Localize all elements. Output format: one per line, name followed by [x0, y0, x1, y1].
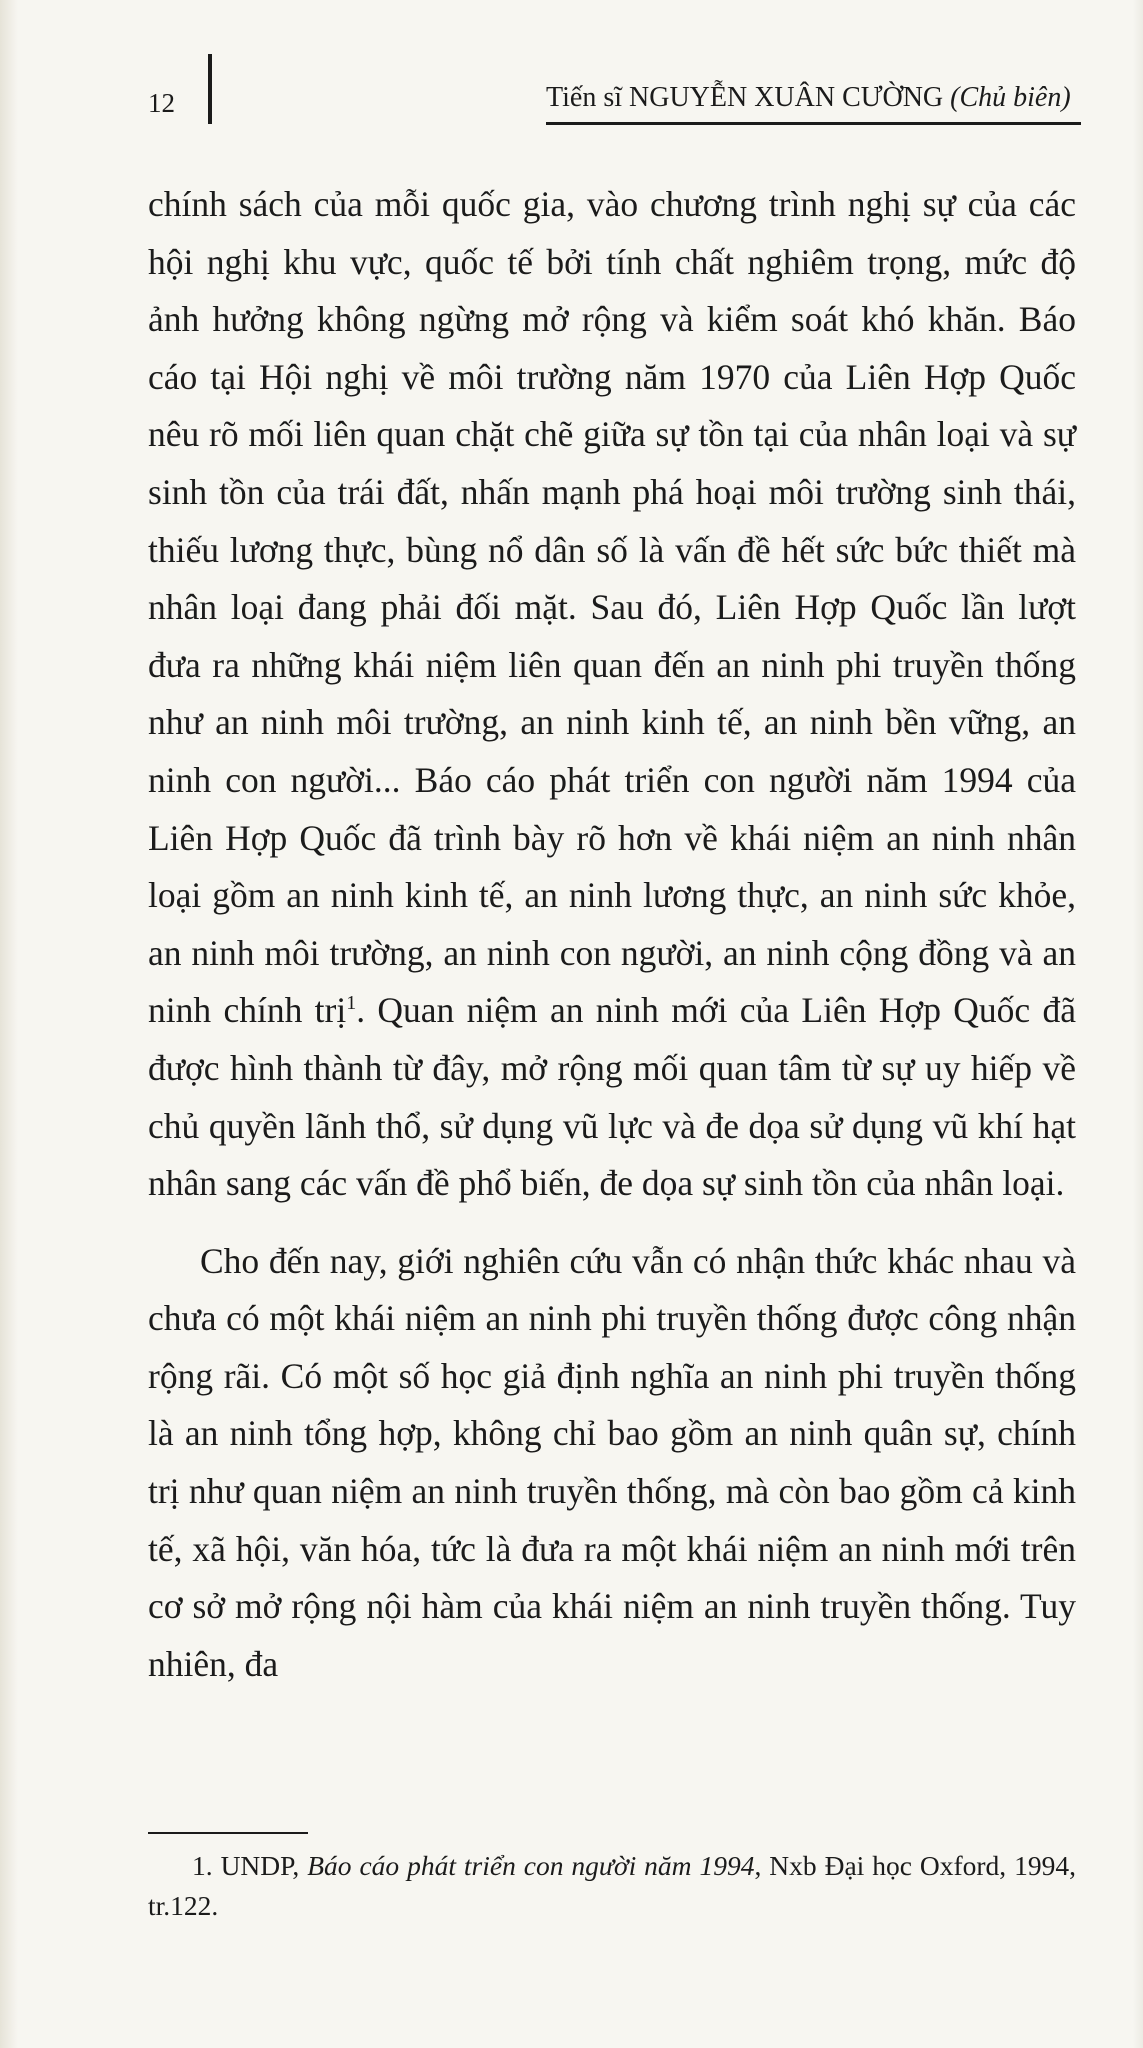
paragraph-1: [148, 176, 1076, 1213]
footnote-source: UNDP,: [220, 1850, 300, 1881]
page-header: [0, 50, 1143, 130]
page-number: 12: [148, 88, 175, 118]
footnote-publication: , Nxb Đại học Oxford, 1994, tr.122.: [148, 1850, 1076, 1921]
footnote-reference: 1: [346, 992, 357, 1015]
page-edge-shadow: [0, 0, 18, 2048]
paragraph-2: Cho đến nay, giới nghiên cứu vẫn có nhận thức khác nhau và chưa có một khái niệm an ninh phi truyền thống được công nhận rộng rãi. Có một số học giả định nghĩa an ninh phi truyền thống là an ninh tổng hợp, không chỉ bao gồm an ninh quân sự, chính trị như quan niệm an ninh truyền thống, mà còn bao gồm cả kinh tế, xã hội, văn hóa, tức là đưa ra một khái niệm an ninh mới trên cơ sở mở rộng nội hàm của khái niệm an ninh truyền thống. Tuy nhiên, đa: [148, 1240, 1076, 1684]
footnote-number: 1.: [192, 1850, 213, 1881]
running-head: [546, 80, 1081, 116]
paragraph-1-continuation: . Quan niệm an ninh mới của Liên Hợp Quốc đã được hình thành từ đây, mở rộng mối quan tâm từ sự uy hiếp về chủ quyền lãnh thổ, sử dụng vũ lực và đe dọa sử dụng vũ khí hạt nhân sang các vấn đề phổ biến, đe dọa sự sinh tồn của nhân loại.: [148, 990, 1077, 1204]
running-head-role: (Chủ biên): [950, 82, 1071, 113]
page-right-edge: [1133, 0, 1143, 2048]
body-text: [148, 176, 1076, 1693]
footnote: [148, 1846, 1076, 1926]
paragraph-1-text: chính sách của mỗi quốc gia, vào chương trình nghị sự của các hội nghị khu vực, quốc tế bởi tính chất nghiêm trọng, mức độ ảnh hưởng không ngừng mở rộng và kiểm soát khó khăn. Báo cáo tại Hội nghị về môi trường năm 1970 của Liên Hợp Quốc nêu rõ mối liên quan chặt chẽ giữa sự tồn tại của nhân loại và sự sinh tồn của trái đất, nhấn mạnh phá hoại môi trường sinh thái, thiếu lương thực, bùng nổ dân số là vấn đề hết sức bức thiết mà nhân loại đang phải đối mặt. Sau đó, Liên Hợp Quốc lần lượt đưa ra những khái niệm liên quan đến an ninh phi truyền thống như an ninh môi trường, an ninh kinh tế, an ninh bền vững, an ninh con người... Báo cáo phát triển con người năm 1994 của Liên Hợp Quốc đã trình bày rõ hơn về khái niệm an ninh nhân loại gồm an ninh kinh tế, an ninh lương thực, an ninh sức khỏe, an ninh môi trường, an ninh con người, an ninh cộng đồng và an ninh chính trị: [148, 184, 1076, 1031]
header-divider: [208, 54, 212, 124]
footnote-title: Báo cáo phát triển con người năm 1994: [307, 1850, 755, 1881]
footnote-rule: [148, 1832, 308, 1834]
running-head-author: Tiến sĩ NGUYỄN XUÂN CƯỜNG: [546, 82, 944, 113]
header-rule: [546, 122, 1081, 125]
